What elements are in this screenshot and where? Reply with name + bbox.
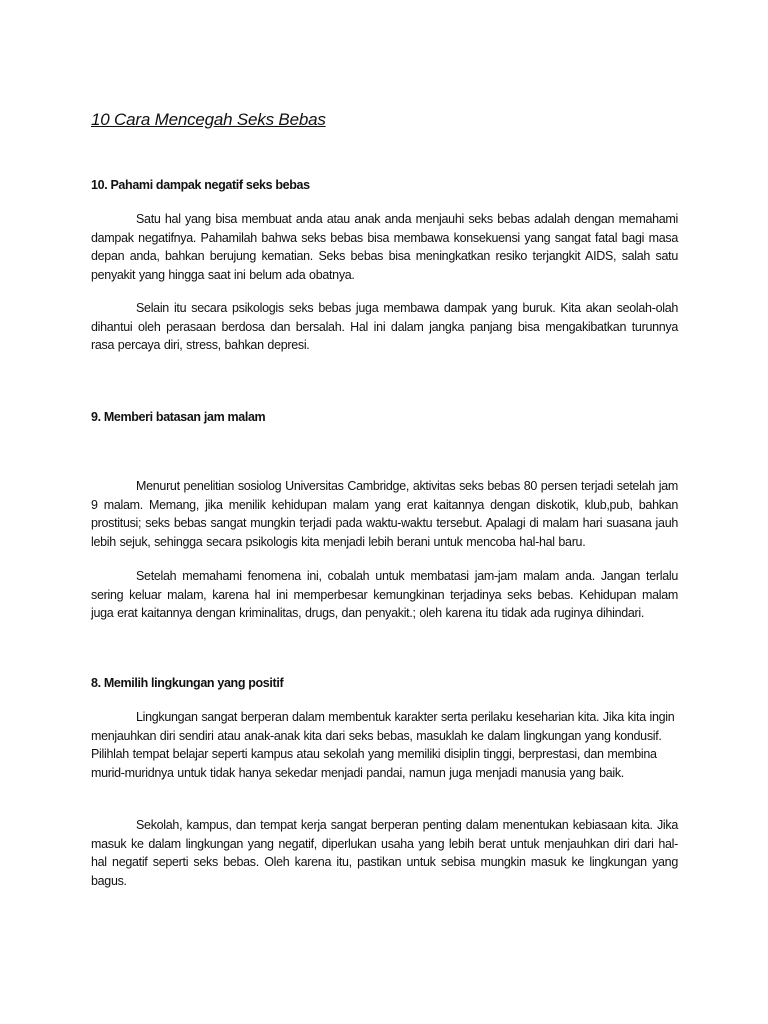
paragraph: Sekolah, kampus, dan tempat kerja sangat berperan penting dalam menentukan kebiasaan kita. Jika masuk ke dalam lingkungan yang negatif, diperlukan usaha yang lebih berat untuk menjauhkan diri dari hal-hal negatif seperti seks bebas. Oleh karena itu, pastikan untuk sebisa mungkin masuk ke lingkungan yang bagus. xyxy=(91,818,678,888)
document-title: 10 Cara Mencegah Seks Bebas xyxy=(91,110,326,129)
section-heading-9: 9. Memberi batasan jam malam xyxy=(91,410,266,424)
section-heading-8: 8. Memilih lingkungan yang positif xyxy=(91,676,284,690)
section-heading-10: 10. Pahami dampak negatif seks bebas xyxy=(91,178,310,192)
paragraph: Selain itu secara psikologis seks bebas juga membawa dampak yang buruk. Kita akan seolah-olah dihantui oleh perasaan berdosa dan bersalah. Hal ini dalam jangka panjang bisa mengakibatkan turunnya rasa percaya diri, stress, bahkan depresi. xyxy=(91,301,678,352)
paragraph: Lingkungan sangat berperan dalam membentuk karakter serta perilaku keseharian kita. Jika kita ingin menjauhkan diri sendiri atau anak-anak kita dari seks bebas, masuklah ke dalam lingkungan yang kondusif. Pilihlah tempat belajar seperti kampus atau sekolah yang memiliki disiplin tinggi, berprestasi, dan membina murid-muridnya untuk tidak hanya sekedar menjadi pandai, namun juga menjadi manusia yang baik. xyxy=(91,710,675,780)
paragraph: Menurut penelitian sosiolog Universitas Cambridge, aktivitas seks bebas 80 persen terjadi setelah jam 9 malam. Memang, jika menilik kehidupan malam yang erat kaitannya dengan diskotik, klub,pub, bahkan prostitusi; seks bebas sangat mungkin terjadi pada waktu-waktu tersebut. Apalagi di malam hari suasana jauh lebih sejuk, sehingga secara psikologis kita menjadi lebih berani untuk mencoba hal-hal baru. xyxy=(91,479,678,549)
paragraph: Satu hal yang bisa membuat anda atau anak anda menjauhi seks bebas adalah dengan memahami dampak negatifnya. Pahamilah bahwa seks bebas bisa membawa konsekuensi yang sangat fatal bagi masa depan anda, bahkan berujung kematian. Seks bebas bisa meningkatkan resiko terjangkit AIDS, salah satu penyakit yang hingga saat ini belum ada obatnya. xyxy=(91,212,678,282)
paragraph: Setelah memahami fenomena ini, cobalah untuk membatasi jam-jam malam anda. Jangan terlalu sering keluar malam, karena hal ini memperbesar kemungkinan terjadinya seks bebas. Kehidupan malam juga erat kaitannya dengan kriminalitas, drugs, dan penyakit.; oleh karena itu tidak ada ruginya dihindari. xyxy=(91,569,678,620)
